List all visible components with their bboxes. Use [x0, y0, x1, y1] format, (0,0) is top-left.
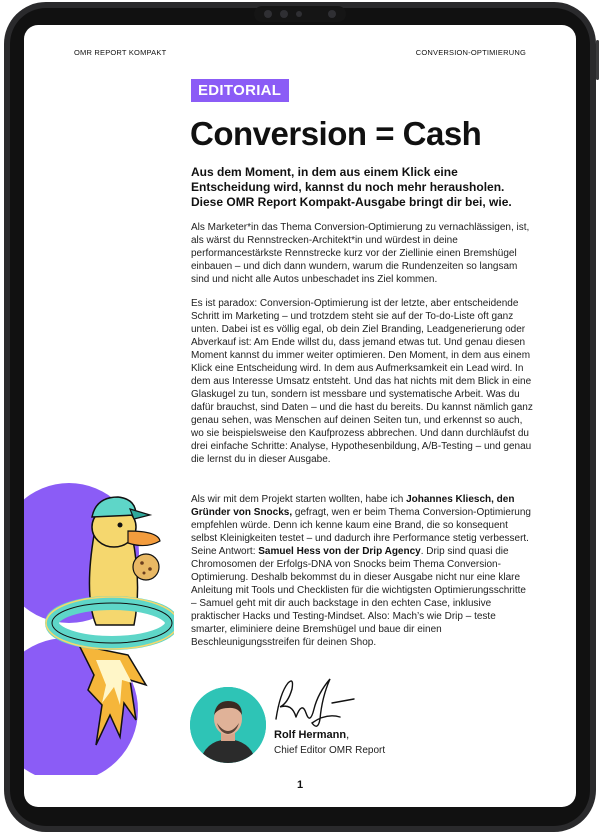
camera-bar [254, 6, 346, 22]
lead-paragraph: Aus dem Moment, in dem aus einem Klick eine Entscheidung wird, kannst du noch mehr herausholen. Diese OMR Report Kompakt-Ausgabe bringt dir bei, wie. [191, 165, 512, 209]
duck-beak [128, 531, 160, 546]
section-tag: EDITORIAL [191, 79, 289, 102]
running-header-left: OMR REPORT KOMPAKT [74, 48, 167, 57]
text-segment: . Drip sind quasi die Chromosomen der Erfolgs-DNA von Snocks beim Thema Conversion-Optimierung. Deshalb bekommst du in dieser Ausgabe nicht nur eine klare Anleitung mit Tools und Checklisten für die wichtigsten Optimierungsschritte – Samuel geht mit dir auch backstage in den echten Case, inklusive praktischer Hacks und Testing-Mindset. Also: Mach’s wie Drip – teste smarter, eliminiere deine Bremshügel und baue dir einen Beschleunigungsstreifen für deinen Shop. [191, 546, 526, 648]
sensor-icon [296, 11, 302, 17]
author-name-text: Rolf Hermann [274, 729, 347, 741]
page-number: 1 [296, 779, 304, 791]
body-paragraph-1: Als Marketer*in das Thema Conversion-Optimierung zu vernachlässigen, ist, als wärst du Rennstrecken-Architekt*in und würdest in deine performancestärkste Rennstrecke kurz vor der Ziellinie einen Bremshügel einbauen – und dich dann wundern, warum die Rundenzeiten so langsam sind und nicht alle Autos unbeschadet ins Ziel kommen. [191, 222, 530, 285]
volume-button [596, 40, 599, 80]
duck-eye [118, 523, 123, 528]
portrait-image [190, 687, 266, 763]
text-segment: gefragt, wen er beim Thema Conversion-Optimierung empfehlen würde. Denn ich kenne kaum eine Brand, die so konsequent selbst Kleinigkeiten testet – und dadurch ihre Performance stetig verbessert. Seine Antwort: [191, 507, 531, 557]
body-paragraph-2: Es ist paradox: Conversion-Optimierung ist der letzte, aber entscheidende Schritt im Marketing – und trotzdem steht sie auf der To-do-Liste oft ganz unten. Dabei ist es völlig egal, ob dein Ziel Branding, Leadgenerierung oder Abverkauf ist: Am Ende willst du, dass jemand etwas tut. Und genau diesen Moment kannst du immer weiter optimieren. Den Moment, in dem aus einem Klick eine Entscheidung wird. In dem aus Aufmerksamkeit ein Lead wird. In dem aus Interesse Umsatz entsteht. Und das hat nichts mit dem Blick in eine Glaskugel zu tun, sondern ist messbare und systematische Arbeit. Was du dafür brauchst, sind Daten – und die hast du bereits. Du kannst nämlich ganz genau sehen, was Menschen auf deinen Seiten tun, und erkennst so auch, wo sie beispielsweise den Kaufprozess abbrechen. Und dann durchläufst du drei einfache Schritte: Analyse, Hypothesenbildung, A/B-Testing – und genau die lernst du in dieser Ausgabe. [191, 298, 533, 465]
camera-icon [264, 10, 272, 18]
avatar [190, 687, 266, 763]
signature-image [270, 673, 360, 733]
running-header-right: CONVERSION-OPTIMIERUNG [415, 48, 526, 57]
duck-illustration [24, 475, 174, 775]
author-role: Chief Editor OMR Report [274, 745, 386, 756]
author-name [274, 729, 349, 741]
duck-body [89, 535, 137, 625]
page-screen[interactable] [24, 25, 576, 807]
body-paragraph-3 [191, 493, 533, 649]
camera-icon [280, 10, 288, 18]
author-name-suffix: , [346, 729, 350, 741]
page-title: Conversion = Cash [190, 115, 482, 152]
bold-segment: Samuel Hess von der Drip Agency [258, 546, 421, 557]
camera-icon [328, 10, 336, 18]
cap-brim [130, 509, 150, 519]
bold-segment: Johannes Kliesch, den Gründer von Snocks, [191, 494, 515, 518]
text-segment: Als wir mit dem Projekt starten wollten, habe ich [191, 494, 407, 505]
cookie-icon [133, 554, 159, 580]
